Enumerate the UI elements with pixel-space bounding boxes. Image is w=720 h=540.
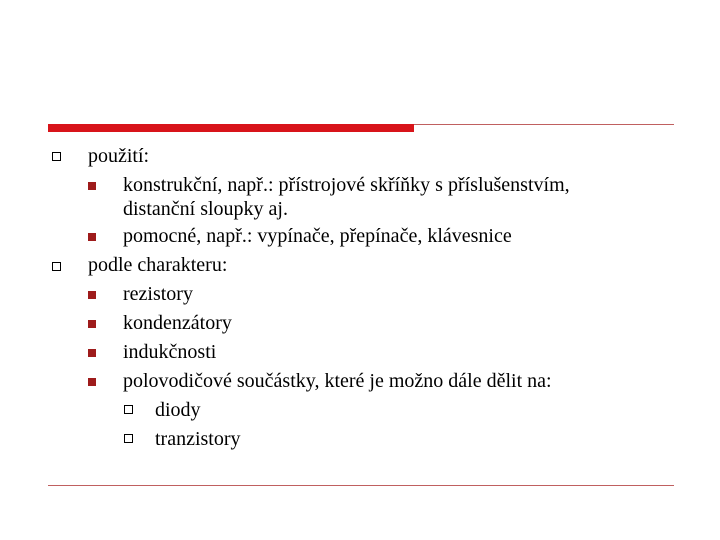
sub-bullet-indukcnosti: indukčnosti xyxy=(123,341,217,363)
title-divider-line xyxy=(414,124,674,125)
sub-bullet-polovodicove: polovodičové součástky, které je možno dále dělit na: xyxy=(123,370,552,392)
sub-bullet-rezistory: rezistory xyxy=(123,283,193,305)
sub-sub-bullet-diody: diody xyxy=(155,399,201,421)
sub-bullet-konstrukcni: konstrukční, např.: přístrojové skříňky s příslušenstvím, xyxy=(123,174,570,196)
solid-square-bullet-icon xyxy=(88,233,96,241)
bullet-pouziti: použití: xyxy=(88,145,150,167)
solid-square-bullet-icon xyxy=(88,349,96,357)
footer-divider-line xyxy=(48,485,674,486)
hollow-square-bullet-icon xyxy=(52,152,61,161)
hollow-square-bullet-icon xyxy=(52,262,61,271)
sub-sub-bullet-tranzistory: tranzistory xyxy=(155,428,241,450)
solid-square-bullet-icon xyxy=(88,182,96,190)
hollow-square-bullet-icon xyxy=(124,434,133,443)
solid-square-bullet-icon xyxy=(88,378,96,386)
solid-square-bullet-icon xyxy=(88,291,96,299)
hollow-square-bullet-icon xyxy=(124,405,133,414)
sub-bullet-konstrukcni-continued: distanční sloupky aj. xyxy=(123,198,288,220)
bullet-podle-charakteru: podle charakteru: xyxy=(88,254,228,276)
solid-square-bullet-icon xyxy=(88,320,96,328)
sub-bullet-kondenzatory: kondenzátory xyxy=(123,312,232,334)
sub-bullet-pomocne: pomocné, např.: vypínače, přepínače, klávesnice xyxy=(123,225,512,247)
title-accent-bar xyxy=(48,124,414,132)
